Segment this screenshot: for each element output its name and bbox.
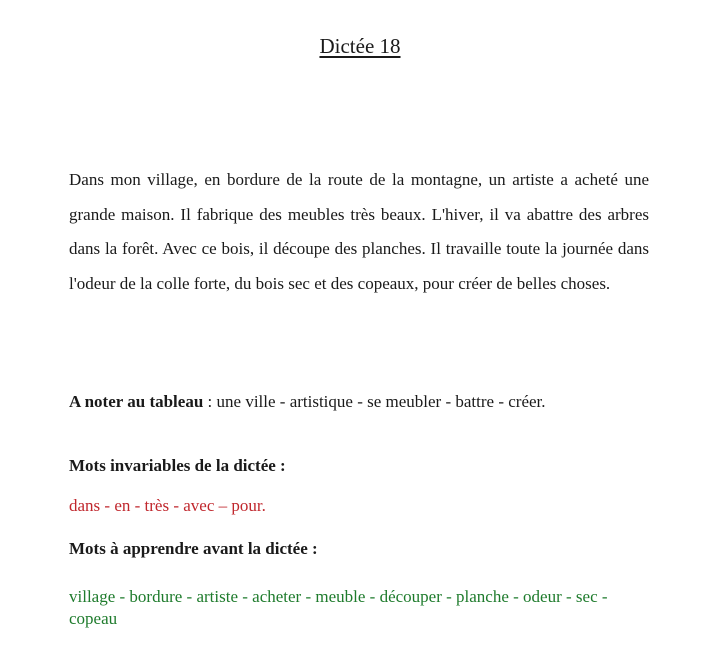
invariables-words: dans - en - très - avec – pour. (69, 496, 266, 515)
board-note-label: A noter au tableau (69, 392, 204, 411)
page-title: Dictée 18 (319, 34, 401, 58)
board-note (69, 391, 654, 413)
board-note-text: : une ville - artistique - se meubler - battre - créer. (203, 392, 546, 411)
apprendre-heading: Mots à apprendre avant la dictée : (69, 539, 318, 558)
invariables-heading: Mots invariables de la dictée : (69, 456, 286, 475)
dictation-paragraph: Dans mon village, en bordure de la route de la montagne, un artiste a acheté une grande maison. Il fabrique des meubles très beaux. L'hiver, il va abattre des arbres dans la forêt. Avec ce bois, il découpe des planches. Il travaille toute la journée dans l'odeur de la colle forte, du bois sec et des copeaux, pour créer de belles choses. (69, 170, 649, 293)
apprendre-words: village - bordure - artiste - acheter - meuble - découper - planche - odeur - sec - copeau (69, 587, 608, 628)
